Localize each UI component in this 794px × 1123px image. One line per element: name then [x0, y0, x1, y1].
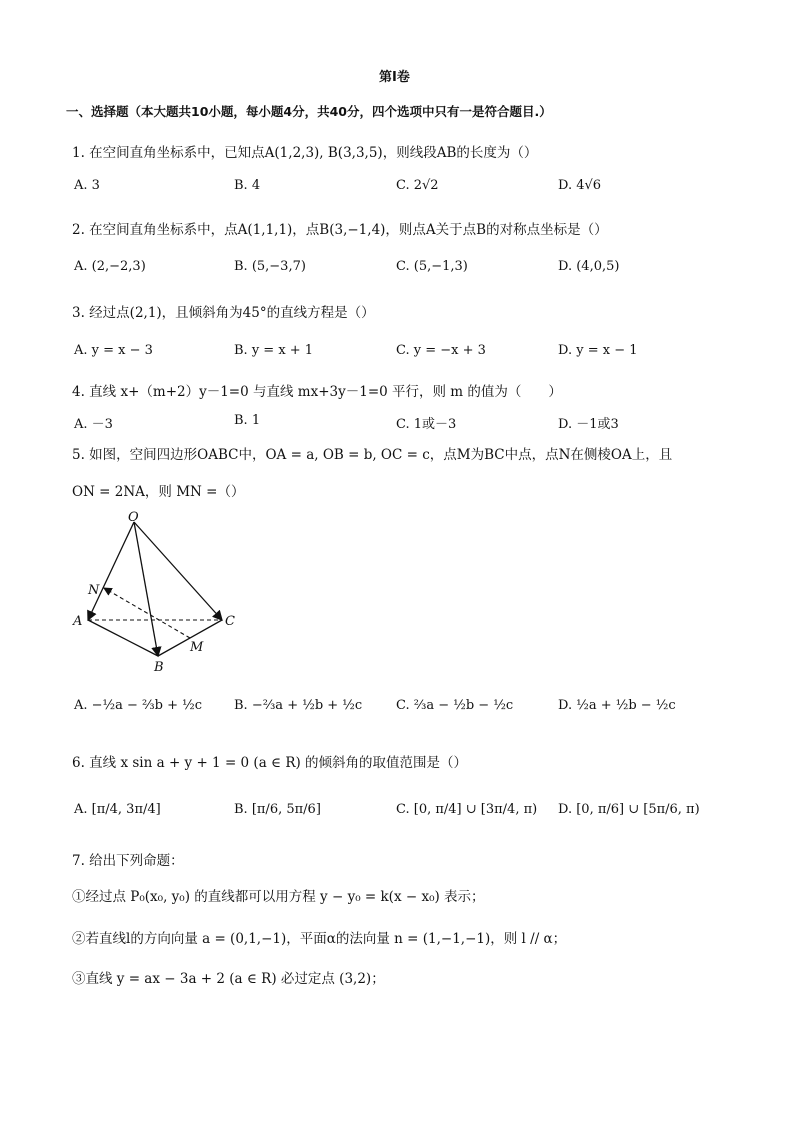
question-7-item-1: ①经过点 P₀(x₀, y₀) 的直线都可以用方程 y − y₀ = k(x − x₀) 表示； [72, 889, 485, 905]
question-4-option-c: C. 1或－3 [396, 417, 457, 432]
question-1-option-b: B. 4 [234, 178, 261, 193]
edge-ab [88, 620, 158, 656]
question-3-option-b: B. y = x + 1 [234, 343, 314, 358]
edge-oc [134, 522, 222, 620]
question-7-item-3: ③直线 y = ax − 3a + 2 (a ∈ R) 必过定点 (3,2)； [72, 971, 385, 987]
question-3-option-a: A. y = x − 3 [74, 343, 153, 358]
question-4-option-a: A. －3 [74, 417, 113, 432]
label-b: B [154, 660, 164, 675]
question-1-option-d: D. 4√6 [558, 178, 602, 193]
question-1-option-a: A. 3 [74, 178, 100, 193]
tetrahedron-figure [70, 508, 250, 678]
question-2-stem: 2. 在空间直角坐标系中，点A(1,1,1)，点B(3,−1,4)，则点A关于点B的对称点坐标是（） [72, 222, 608, 238]
question-5-stem: 5. 如图，空间四边形OABC中，OA = a, OB = b, OC = c，点M为BC中点，点N在侧棱OA上，且 [72, 447, 673, 463]
question-2-option-c: C. (5,−1,3) [396, 259, 468, 274]
question-2-option-a: A. (2,−2,3) [74, 259, 146, 274]
question-1-option-c: C. 2√2 [396, 178, 439, 193]
label-o: O [128, 510, 139, 525]
question-6-stem: 6. 直线 x sin a + y + 1 = 0 (a ∈ R) 的倾斜角的取值范围是（） [72, 755, 468, 771]
edge-oa [88, 522, 134, 620]
label-a: A [73, 614, 83, 629]
question-6-option-c: C. [0, π/4] ∪ [3π/4, π) [396, 802, 538, 817]
question-7-stem: 7. 给出下列命题： [72, 853, 184, 869]
label-m: M [190, 640, 204, 655]
question-5-option-b: B. −⅔a + ½b + ½c [234, 698, 363, 713]
page-title: 第Ⅰ卷 [379, 70, 410, 85]
question-2-option-d: D. (4,0,5) [558, 259, 620, 274]
question-7-item-2: ②若直线l的方向向量 a = (0,1,−1)，平面α的法向量 n = (1,−1,−1)，则 l // α； [72, 931, 567, 947]
section-heading: 一、选择题（本大题共10小题，每小题4分，共40分，四个选项中只有一是符合题目.） [66, 104, 552, 119]
question-4-option-b: B. 1 [234, 413, 261, 428]
label-c: C [225, 614, 235, 629]
question-4-option-d: D. －1或3 [558, 417, 619, 432]
question-3-option-d: D. y = x − 1 [558, 343, 638, 358]
question-5-option-c: C. ⅔a − ½b − ½c [396, 698, 514, 713]
question-5-option-a: A. −½a − ⅔b + ½c [74, 698, 203, 713]
question-3-stem: 3. 经过点(2,1)，且倾斜角为45°的直线方程是（） [72, 305, 375, 321]
question-2-option-b: B. (5,−3,7) [234, 259, 306, 274]
question-6-option-d: D. [0, π/6] ∪ [5π/6, π) [558, 802, 700, 817]
edge-ob [134, 522, 158, 656]
question-5-stem-line2: ON = 2NA，则 MN =（） [72, 484, 245, 500]
question-3-option-c: C. y = −x + 3 [396, 343, 486, 358]
question-6-option-a: A. [π/4, 3π/4] [74, 802, 161, 817]
question-1-stem: 1. 在空间直角坐标系中，已知点A(1,2,3), B(3,3,5)，则线段AB的长度为（） [72, 145, 538, 161]
question-6-option-b: B. [π/6, 5π/6] [234, 802, 321, 817]
question-5-option-d: D. ½a + ½b − ½c [558, 698, 676, 713]
label-n: N [88, 583, 100, 598]
question-4-stem: 4. 直线 x+（m+2）y－1=0 与直线 mx+3y－1=0 平行，则 m 的值为（ ） [72, 384, 562, 400]
